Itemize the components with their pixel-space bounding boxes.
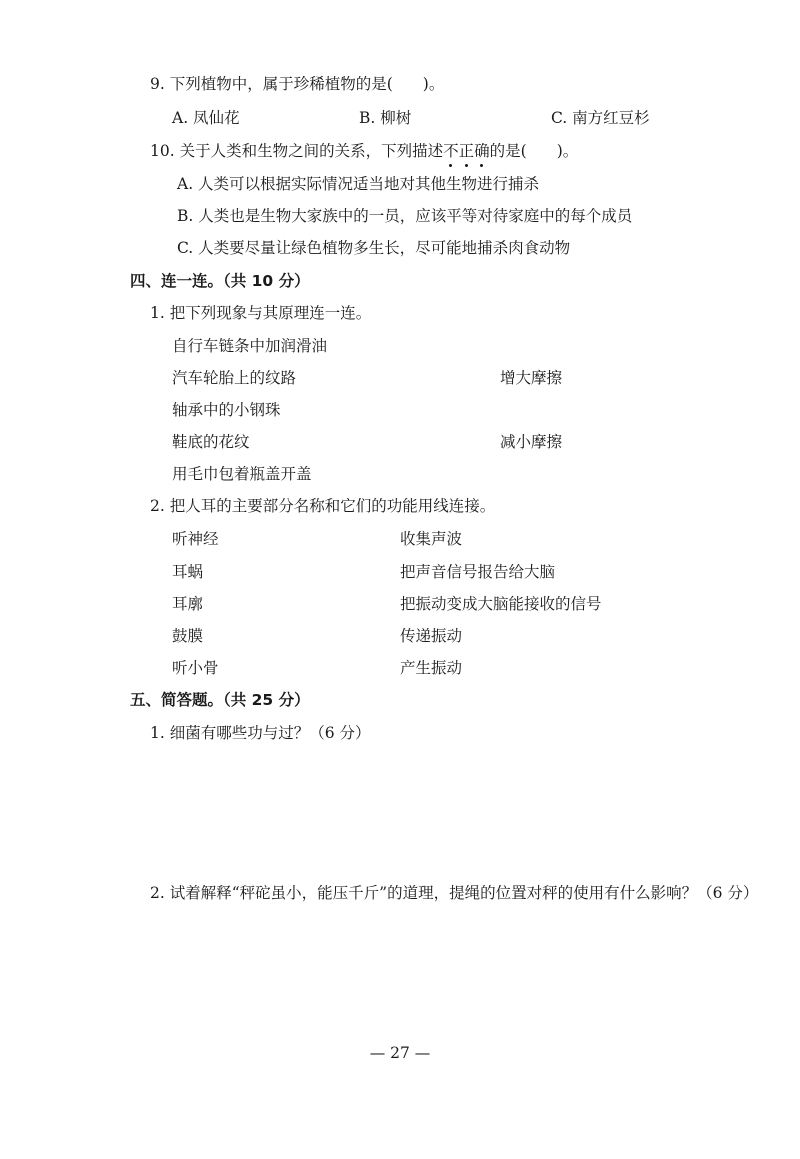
q10-stem-pre: 10. 关于人类和生物之间的关系，下列描述	[150, 142, 444, 160]
q9-stem-end: )。	[422, 75, 445, 93]
q10-stem-end: )。	[556, 142, 579, 160]
ear-function-item[interactable]: 产生振动	[400, 659, 463, 677]
ear-function-item[interactable]: 把声音信号报告给大脑	[400, 563, 556, 581]
ear-part-item[interactable]: 耳廓	[172, 595, 204, 613]
q9-option-c: C. 南方红豆杉	[551, 109, 650, 127]
q9-option-b: B. 柳树	[359, 109, 412, 127]
q10-emphasis-char: 不	[443, 142, 459, 160]
ear-part-item[interactable]: 耳蜗	[172, 563, 204, 581]
ear-part-item[interactable]: 听小骨	[172, 659, 219, 677]
q10-emphasis-char: 正	[458, 142, 475, 160]
ear-part-item[interactable]: 听神经	[172, 530, 219, 548]
q9-stem	[150, 74, 444, 94]
phenomenon-item[interactable]: 汽车轮胎上的纹路	[172, 369, 297, 387]
phenomenon-item[interactable]: 自行车链条中加润滑油	[172, 337, 328, 355]
principle-item[interactable]: 减小摩擦	[500, 433, 563, 451]
section5-heading: 五、简答题。（共 25 分）	[130, 691, 310, 709]
phenomenon-item[interactable]: 鞋底的花纹	[172, 433, 250, 451]
q9-stem-text: 9. 下列植物中，属于珍稀植物的是(	[150, 75, 393, 93]
section4-q1-prompt: 1. 把下列现象与其原理连一连。	[150, 304, 372, 322]
q10-stem	[150, 141, 578, 161]
section5-q2: 2. 试着解释“秤砣虽小，能压千斤”的道理，提绳的位置对秤的使用有什么影响？（6 分）	[150, 884, 759, 902]
section4-heading: 四、连一连。（共 10 分）	[130, 272, 310, 290]
section5-q1: 1. 细菌有哪些功与过？（6 分）	[150, 724, 371, 742]
q10-option-c: C. 人类要尽量让绿色植物多生长，尽可能地捕杀肉食动物	[177, 239, 571, 257]
q10-emphasis-char: 确	[474, 142, 490, 160]
ear-part-item[interactable]: 鼓膜	[172, 627, 204, 645]
q10-stem-post: 的是(	[489, 142, 527, 160]
q10-option-a: A. 人类可以根据实际情况适当地对其他生物进行捕杀	[177, 175, 540, 193]
q10-option-b: B. 人类也是生物大家族中的一员，应该平等对待家庭中的每个成员	[177, 207, 633, 225]
q9-option-a: A. 凤仙花	[172, 109, 240, 127]
phenomenon-item[interactable]: 轴承中的小钢珠	[172, 401, 281, 419]
principle-item[interactable]: 增大摩擦	[500, 369, 563, 387]
ear-function-item[interactable]: 收集声波	[400, 530, 463, 548]
phenomenon-item[interactable]: 用毛巾包着瓶盖开盖	[172, 465, 312, 483]
ear-function-item[interactable]: 把振动变成大脑能接收的信号	[400, 595, 602, 613]
section4-q2-prompt: 2. 把人耳的主要部分名称和它们的功能用线连接。	[150, 497, 496, 515]
page-number: — 27 —	[369, 1044, 431, 1062]
ear-function-item[interactable]: 传递振动	[400, 627, 463, 645]
